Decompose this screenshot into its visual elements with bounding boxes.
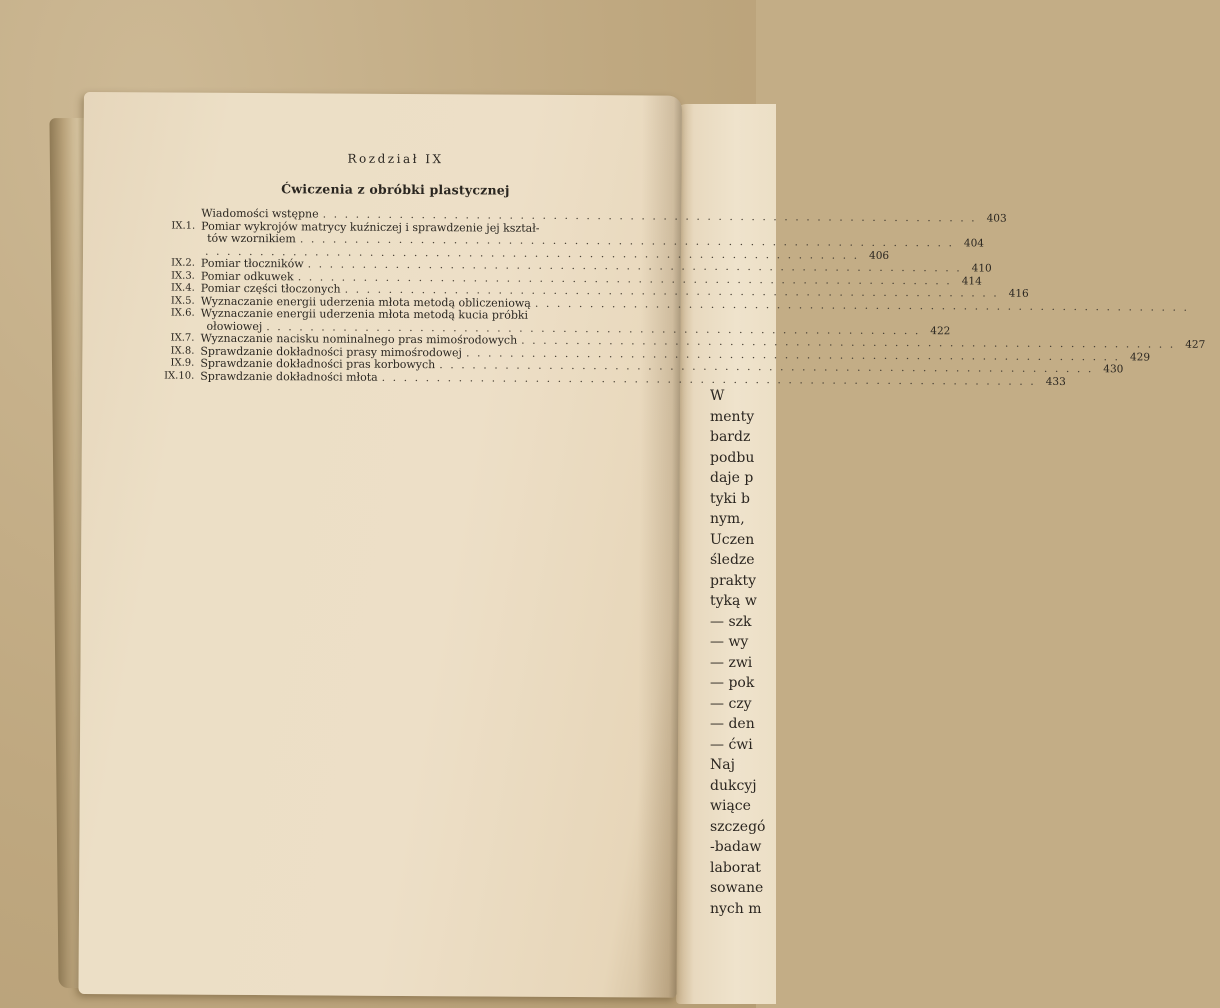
toc-page-number: 430	[1103, 363, 1124, 376]
toc-entry-title-line2: ołowiowej	[206, 319, 263, 333]
toc-entry-title-text: Pomiar części tłoczonych	[200, 281, 341, 296]
right-page-line: -badaw	[710, 839, 762, 855]
right-page-line: — czy	[710, 695, 752, 712]
right-page-line: śledze	[710, 552, 755, 568]
right-page-line: — den	[710, 716, 755, 732]
right-page-line: Naj	[710, 757, 735, 773]
right-page-line: — zwi	[710, 654, 753, 671]
chapter-subtitle: Ćwiczenia z obróbki plastycznej	[281, 181, 510, 198]
right-page-line: tyką w	[710, 593, 757, 609]
toc-entry-number: IX.10.	[164, 369, 195, 382]
right-page-line: daje p	[710, 470, 754, 486]
toc-entry-title-text: Sprawdzanie dokładności młota	[200, 369, 378, 384]
toc-entry	[153, 219, 985, 250]
right-page-line: nym,	[710, 511, 745, 527]
toc-entry-number: IX.5.	[170, 295, 195, 307]
toc-page-number: 414	[961, 274, 982, 287]
right-page-line: sowane	[710, 880, 764, 896]
right-page-line: tyki b	[710, 490, 750, 507]
toc-entry-number: IX.7.	[170, 332, 195, 344]
toc-entry-title-text: Wiadomości wstępne	[201, 206, 319, 221]
right-page-line: dukcyj	[710, 777, 757, 794]
toc-page-number: 433	[1045, 375, 1066, 388]
toc-entry-number: IX.8.	[170, 345, 195, 357]
right-page-line: W	[710, 388, 725, 404]
toc-entry-title-text: Pomiar odkuwek	[200, 269, 294, 283]
table-of-contents	[152, 206, 1206, 388]
right-page-line: laborat	[710, 859, 761, 876]
toc-page-number: 422	[930, 324, 951, 337]
toc-leader-dots	[382, 371, 1036, 387]
toc-entry-number: IX.6.	[170, 307, 195, 319]
toc-page-number: 429	[1129, 350, 1151, 364]
right-page-line: — pok	[710, 675, 755, 691]
right-page-line: Uczen	[710, 531, 755, 548]
toc-entry-title-text: Sprawdzanie dokładności prasy mimośrodowej	[200, 344, 463, 359]
toc-entry-number: IX.3.	[171, 270, 195, 282]
right-page-line: szczegó	[710, 818, 766, 835]
toc-content	[152, 150, 1206, 388]
toc-page-number: 404	[963, 237, 985, 250]
chapter-heading: Rozdział IX	[347, 151, 444, 167]
toc-page-number: 416	[1008, 287, 1029, 300]
right-page-line: wiące	[710, 798, 751, 814]
toc-page-number: 410	[971, 262, 992, 275]
toc-page-number: 406	[869, 249, 890, 262]
toc-entry	[152, 369, 1066, 388]
right-page-line: nych m	[710, 900, 762, 917]
toc-entry-title-line1: Pomiar wykrojów matrycy kuźniczej i sprawdzenie jej kształ-	[201, 219, 540, 235]
toc-entry-title-text: Sprawdzanie dokładności pras korbowych	[200, 356, 436, 372]
right-page-line: — wy	[710, 634, 749, 650]
toc-page-number: 403	[986, 212, 1007, 225]
toc-page-number: 427	[1185, 338, 1206, 351]
right-page-line: podbu	[710, 449, 755, 466]
toc-entry-number: IX.9.	[170, 357, 195, 369]
right-page-line: — szk	[710, 613, 752, 630]
toc-entry-number: IX.4.	[170, 282, 195, 294]
toc-entry-title-text: Pomiar tłoczników	[200, 256, 304, 271]
toc-entry-title-text: Wyznaczanie nacisku nominalnego pras mimośrodowych	[200, 331, 518, 347]
toc-entry-number: IX.2.	[171, 257, 195, 269]
toc-entry-title-line2: tów wzornikiem	[207, 231, 296, 246]
toc-entry-title-text: Wyznaczanie energii uderzenia młota metodą obliczeniową	[200, 294, 531, 310]
toc-entry-title-line1: Wyznaczanie energii uderzenia młota metodą kucia próbki	[200, 306, 529, 322]
right-page-line: bardz	[710, 429, 751, 445]
right-page-line: prakty	[710, 572, 757, 589]
right-page-text	[710, 386, 765, 919]
right-page-line: menty	[710, 408, 755, 425]
right-page-line: — ćwi	[710, 736, 753, 753]
toc-entry-number: IX.1.	[171, 220, 196, 232]
